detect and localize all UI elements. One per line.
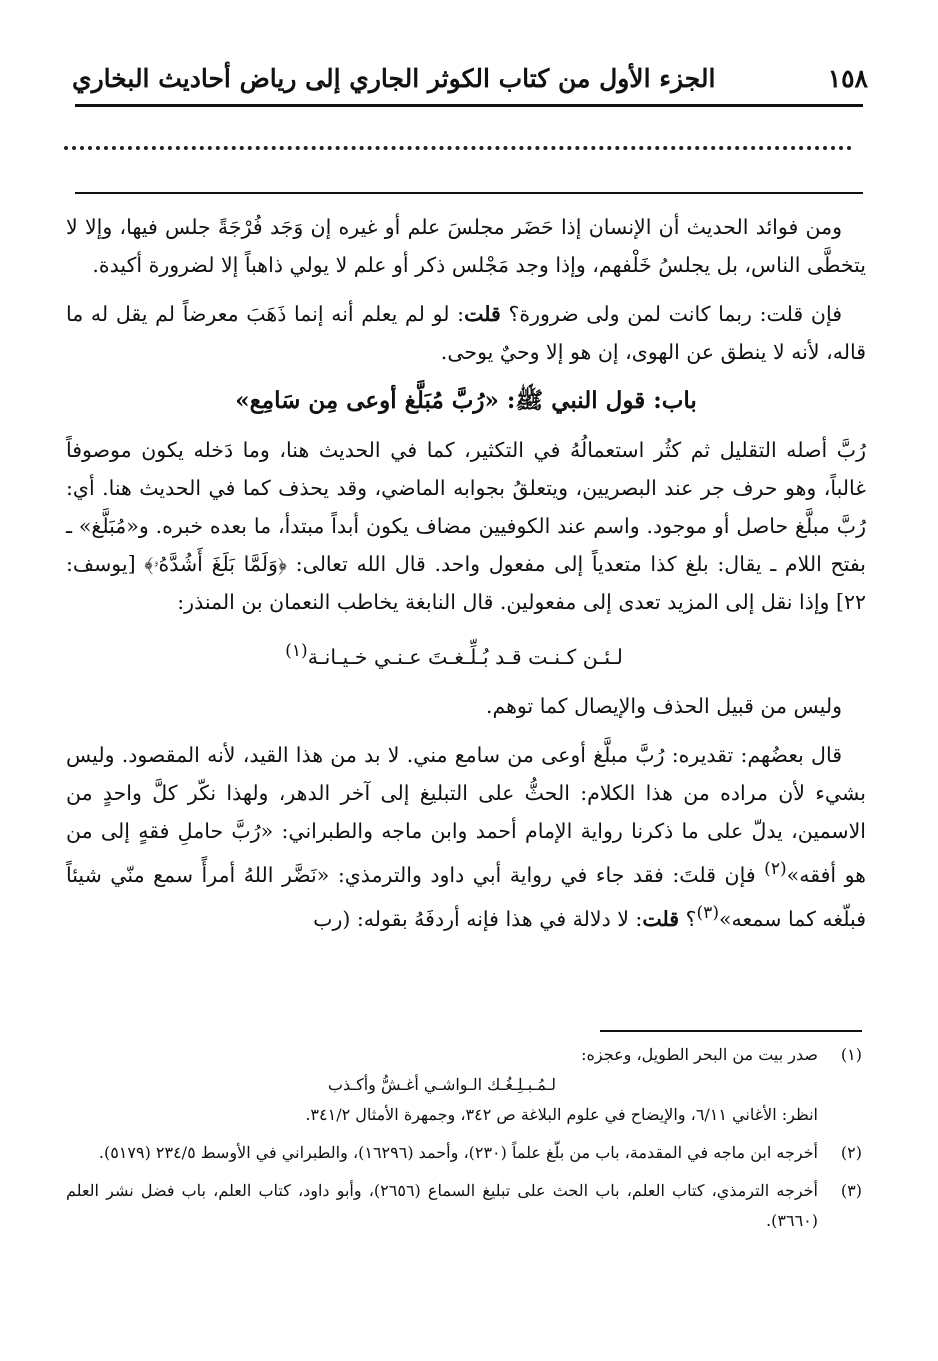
footnote-3 [66, 1176, 862, 1236]
footnote-number: (٣) [840, 1181, 862, 1200]
footnote-verse: لـمُـبـلِـغُـك الـواشـي أغـشُّ وأكـذب [327, 1075, 557, 1094]
footnote-2 [66, 1138, 862, 1168]
footnote-text: أخرجه ابن ماجه في المقدمة، باب من بلّغ علماً (٢٣٠)، وأحمد (١٦٢٩٦)، والطبراني في الأوسط ٢٣٤/٥ (٥١٧٩). [98, 1143, 818, 1162]
footnote-ref-3: (٣) [696, 902, 719, 923]
footnote-number: (١) [840, 1045, 862, 1064]
poem-verse: لـئـن كـنـت قـد بُـلِّـغـتَ عـنـي خـيـانـة$^{(١)}$ [285, 641, 623, 669]
footnote-ref-1: (١) [285, 641, 308, 661]
footnotes [66, 1040, 862, 1244]
keyword-qultu: قلت [464, 302, 501, 326]
paragraph-5: قال بعضُهم: تقديره: رُبَّ مبلَّغ أوعى من سامع مني. لا بد من هذا القيد، لأنه المقصود. وليس بشيء لأن مراده من هذا الكلام: الحثُّ على التبليغ إلى آخر الدهر، ولهذا نكّر كلَّ واحدٍ من الاسمين، يدلّ على ما ذكرنا رواية الإمام أحمد وابن ماجه والطبراني: «رُبَّ حاملِ فقهٍ إلى من هو أفقه»$^{(٢)}$ فإن قلتَ: فقد جاء في رواية أبي داود والترمذي: «نَضَّر اللهُ أمرأً سمع منّي شيئاً فبلّغه كما سمعه»$^{(٣)}$؟ قلت: لا دلالة في هذا فإنه أردفَهُ بقوله: (رب [66, 742, 866, 931]
footnote-number: (٢) [840, 1143, 862, 1162]
footnote-rule [600, 1030, 862, 1032]
book-title: الجزء الأول من كتاب الكوثر الجاري إلى رياض أحاديث البخاري [72, 63, 716, 93]
footnote-1 [66, 1040, 862, 1130]
header-rule [75, 104, 863, 107]
dotted-divider [64, 146, 852, 150]
paragraph-3: رُبَّ أصله التقليل ثم كثُر استعمالُهُ في التكثير، كما في الحديث هنا، وما دَخله يكون موصوفاً غالباً، وهو حرف جر عند البصريين، ويتعلقُ بجوابه الماضي، وقد يحذف كما في الحديث هنا. أي: رُبَّ مبلَّغ حاصل أو موجود. واسم عند الكوفيين مضاف يكون أبداً مبتدأ، ما بعده خبره. و«مُبَلَّغ» ـ بفتح اللام ـ يقال: بلغ كذا متعدياً إلى مفعول واحد. قال الله تعالى: ﴿وَلَمَّا بَلَغَ أَشُدَّهُۥ﴾ [يوسف: ٢٢] وإذا نقل إلى المزيد تعدى إلى مفعولين. قال النابغة يخاطب النعمان بن المنذر: [66, 438, 866, 614]
paragraph-1: ومن فوائد الحديث أن الإنسان إذا حَضَر مجلسَ علم أو غيره إن وَجَد فُرْجَةً جلس فيها، وإلا لا يتخطَّى الناس، بل يجلسُ خَلْفهم، وإذا وجد مَجْلس ذكر أو علم لا يولي ذاهباً إلا لضرورة أكيدة. [66, 215, 866, 277]
page-number: ١٥٨ [827, 63, 868, 93]
running-header [72, 58, 868, 98]
footnote-text: أخرجه الترمذي، كتاب العلم، باب الحث على تبليغ السماع (٢٦٥٦)، وأبو داود، كتاب العلم، باب فضل نشر العلم (٣٦٦٠). [66, 1181, 818, 1230]
paragraph-2: فإن قلت: ربما كانت لمن ولى ضرورة؟ قلت: لو لم يعلم أنه إنما ذَهَبَ معرضاً لم يقل له ما قاله، لأنه لا ينطق عن الهوى، إن هو إلا وحيٌ يوحى. [66, 302, 866, 364]
footnote-text: صدر بيت من البحر الطويل، وعجزه: [581, 1045, 818, 1064]
keyword-qultu: قلت [642, 906, 680, 931]
chapter-heading: باب: قول النبي ﷺ: «رُبَّ مُبَلَّغ أوعى مِن سَامِع» [235, 387, 697, 414]
main-text [66, 208, 866, 948]
paragraph-4: وليس من قبيل الحذف والإيصال كما توهم. [485, 693, 842, 718]
body-top-rule [75, 192, 863, 194]
footnote-text: انظر: الأغاني ٦/١١، والإيضاح في علوم البلاغة ص ٣٤٢، وجمهرة الأمثال ٣٤١/٢. [305, 1105, 818, 1124]
footnote-ref-2: (٢) [764, 858, 787, 879]
